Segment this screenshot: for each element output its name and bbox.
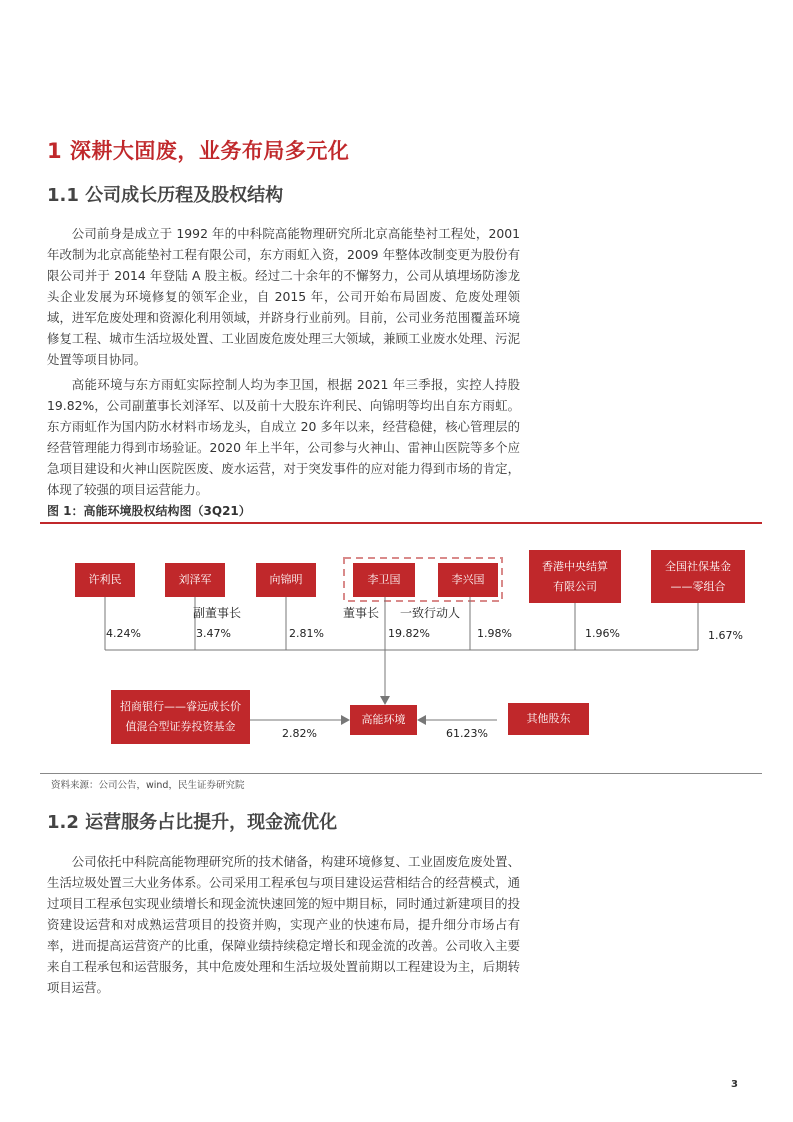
shareholder-box-xiang-jinming: 向锦明: [256, 563, 316, 597]
pct-label: 2.81%: [289, 627, 324, 640]
paragraph: 公司前身是成立于 1992 年的中科院高能物理研究所北京高能垫衬工程处，2001 年改制为北京高能垫衬工程有限公司，东方雨虹入资，2009 年整体改制变更为股份有限公司并于 2014 年登陆 A 股主板。经过二十余年的不懈努力，公司从填埋场防渗龙头企业发展为环境修复的领军企业，自 2015 年，公司开始布局固废、危废处理领域，进军危废处理和资源化利用领域，并跻身行业前列。目前，公司业务范围覆盖环境修复工程、城市生活垃圾处置、工业固废危废处理三大领域，兼顾工业废水处理、污泥处置等项目协同。: [47, 226, 520, 367]
pct-label: 3.47%: [196, 627, 231, 640]
fund-box: 招商银行——睿远成长价值混合型证券投资基金: [111, 690, 250, 744]
shareholder-box-li-xingguo: 李兴国: [438, 563, 498, 597]
shareholder-box-hkscc: 香港中央结算有限公司: [529, 550, 621, 603]
paragraph: 公司依托中科院高能物理研究所的技术储备，构建环境修复、工业固废危废处置、生活垃圾处置三大业务体系。公司采用工程承包与项目建设运营相结合的经营模式，通过项目工程承包实现业绩增长和现金流快速回笼的短中期目标，同时通过新建项目的投资建设运营和对成熟运营项目的投资并购，实现产业的快速布局，提升细分市场占有率，进而提高运营资产的比重，保障业绩持续稳定增长和现金流的改善。公司收入主要来自工程承包和运营服务，其中危废处理和生活垃圾处置前期以工程建设为主，后期转项目运营。: [47, 854, 520, 995]
pct-label: 1.98%: [477, 627, 512, 640]
paragraph: 高能环境与东方雨虹实际控制人均为李卫国，根据 2021 年三季报，实控人持股 19.82%，公司副董事长刘泽军、以及前十大股东许利民、向锦明等均出自东方雨虹。东方雨虹作为国内防水材料市场龙头，自成立 20 多年以来，经营稳健，核心管理层的经营管理能力得到市场验证。2020 年上半年，公司参与火神山、雷神山医院等多个应急项目建设和火神山医院医废、废水运营，对于突发事件的应对能力得到市场的肯定，体现了较强的项目运营能力。: [47, 377, 520, 497]
pct-label: 2.82%: [282, 727, 317, 740]
section-heading-1-2: 1.2 运营服务占比提升，现金流优化: [47, 812, 338, 833]
section-heading-1-1: 1.1 公司成长历程及股权结构: [47, 185, 284, 206]
pct-label: 1.96%: [585, 627, 620, 640]
concert-party-label: 一致行动人: [400, 606, 461, 620]
role-label-chairman: 董事长: [343, 606, 380, 620]
pct-label: 61.23%: [446, 727, 488, 740]
page-number: 3: [731, 1079, 738, 1090]
other-shareholders-box: 其他股东: [508, 703, 589, 735]
figure-source: 资料来源：公司公告，wind，民生证券研究院: [51, 780, 245, 791]
pct-label: 19.82%: [388, 627, 430, 640]
figure-title: 图 1：高能环境股权结构图（3Q21）: [47, 504, 251, 518]
pct-label: 4.24%: [106, 627, 141, 640]
shareholder-box-xu-limin: 许利民: [75, 563, 135, 597]
shareholder-box-liu-zejun: 刘泽军: [165, 563, 225, 597]
figure-bottom-rule: [40, 773, 762, 774]
pct-label: 1.67%: [708, 629, 743, 642]
role-label-vice-chairman: 副董事长: [193, 606, 242, 620]
chapter-heading: 1 深耕大固废，业务布局多元化: [47, 139, 350, 163]
shareholder-box-ssf: 全国社保基金——零组合: [651, 550, 745, 603]
company-box: 高能环境: [350, 705, 417, 735]
shareholder-box-li-weiguo: 李卫国: [353, 563, 415, 597]
